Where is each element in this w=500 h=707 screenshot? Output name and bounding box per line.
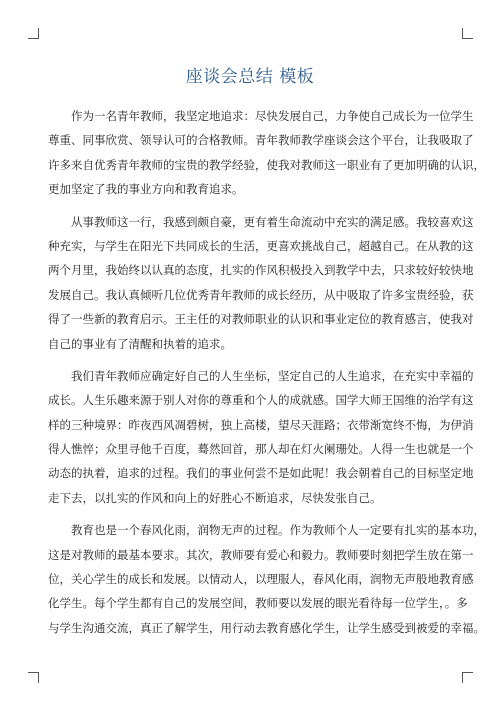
text-line: 成长。人生乐趣来源于别人对你的尊重和个人的成就感。国学大师王国维的治学有这	[48, 393, 474, 408]
paragraph-2	[48, 210, 474, 356]
text-line: 这是对教师的最基本要求。其次，教师要有爱心和毅力。教师要时刻把学生放在第一	[48, 547, 474, 562]
text-line: 尊重、同事欣赏、领导认可的合格教师。青年教师教学座谈会这个平台，让我吸取了	[48, 133, 474, 148]
paragraph-1	[48, 104, 485, 202]
text-line: 走下去，以扎实的作风和向上的好胜心不断追求，尽快发张自己。	[48, 490, 382, 505]
crop-mark-top-left	[28, 28, 39, 39]
text-line: 作为一名青年教师，我坚定地追求：尽快发展自己，力争使自己成长为一位学生	[71, 109, 474, 123]
document-title: 座谈会总结 模板	[185, 67, 315, 87]
text-line: 许多来自优秀青年教师的宝贵的教学经验，使我对教师这一职业有了更加明确的认识，	[48, 157, 485, 172]
text-line: 教育也是一个春风化雨，润物无声的过程。作为教师个人一定要有扎实的基本功，	[71, 523, 485, 538]
text-line: 从事教师这一行，我感到颇自豪，更有着生命流动中充实的满足感。我较喜欢这	[71, 214, 474, 229]
crop-mark-bottom-left	[28, 672, 39, 683]
paragraph-4	[48, 518, 485, 640]
text-line: 与学生沟通交流，真正了解学生，用行动去教育感化学生，让学生感受到被爱的幸福。	[48, 620, 485, 635]
text-line: 发展自己。我认真倾听几位优秀青年教师的成长经历，从中吸取了许多宝贵经验，获	[48, 287, 474, 302]
text-line: 化学生。每个学生都有自己的发展空间，教师要以发展的眼光看待每一位学生，。多	[48, 596, 468, 611]
crop-mark-bottom-right	[462, 672, 473, 683]
text-line: 种充实，与学生在阳光下共同成长的生活，更喜欢挑战自己，超越自己。在从教的这	[48, 238, 474, 253]
paragraph-3	[48, 364, 474, 510]
text-line: 得人憔悴；众里寻他千百度，蓦然回首，那人却在灯火阑珊处。人得一生也就是一个	[48, 442, 474, 457]
text-line: 我们青年教师应确定好自己的人生坐标，坚定自己的人生追求，在充实中幸福的	[71, 368, 474, 383]
text-line: 两个月里，我始终以认真的态度，扎实的作风积极投入到教学中去，只求较好较快地	[48, 263, 474, 278]
text-line: 样的三种境界：昨夜西风凋碧树，独上高楼，望尽天涯路；衣带渐宽终不悔，为伊消	[48, 417, 474, 432]
crop-mark-top-right	[462, 28, 473, 39]
text-line: 得了一些新的教育启示。王主任的对教师职业的认识和事业定位的教育感言，使我对	[48, 312, 474, 327]
text-line: 更加坚定了我的事业方向和教育追求。	[48, 182, 244, 197]
text-line: 自己的事业有了清醒和执着的追求。	[48, 336, 232, 351]
text-line: 动态的执着，追求的过程。我们的事业何尝不是如此呢！我会朝着自己的目标坚定地	[48, 466, 474, 481]
document-body	[48, 104, 485, 648]
text-line: 位，关心学生的成长和发展。以情动人，以理服人，春风化雨，润物无声般地教育感	[48, 572, 474, 587]
